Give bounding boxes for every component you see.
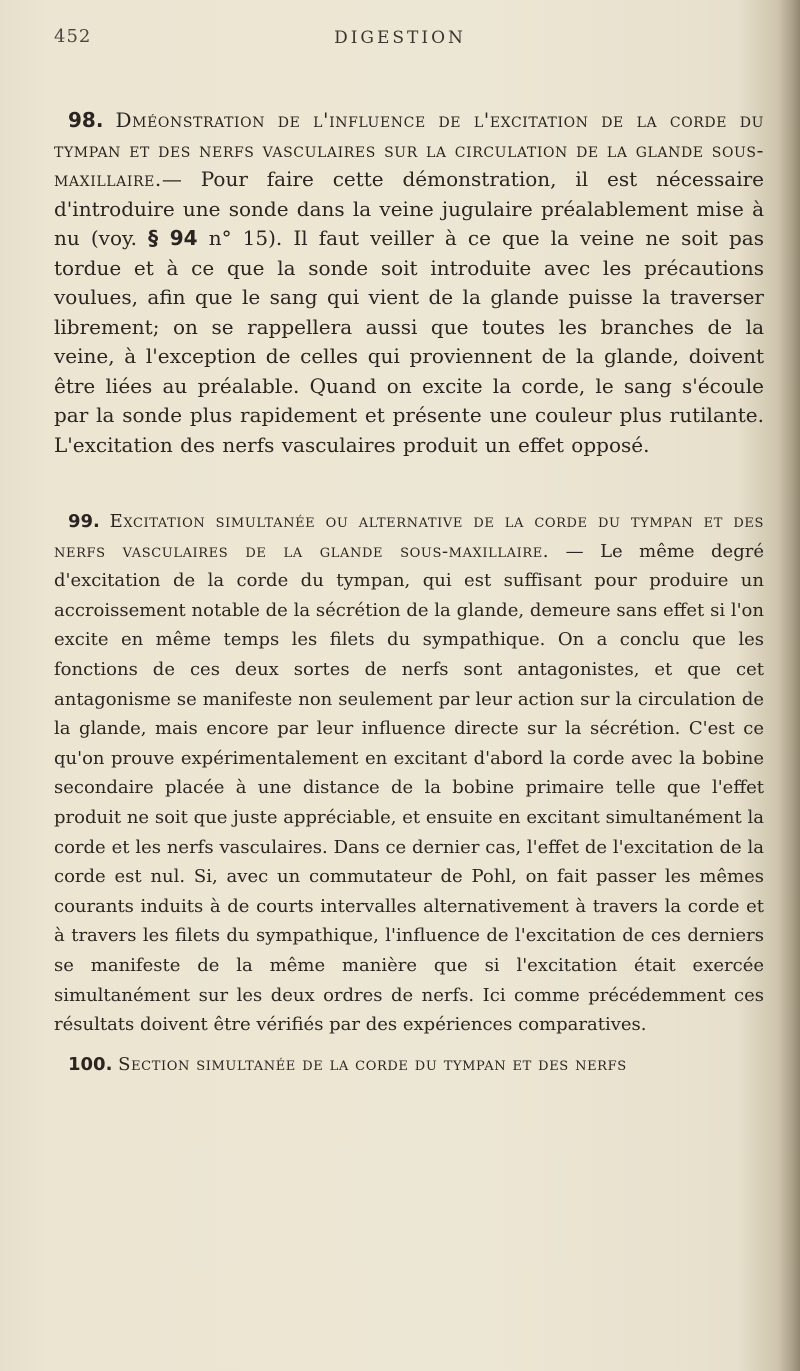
section-98-ref: § 94 — [148, 226, 198, 250]
section-98-body-part2: n° 15). Il faut veiller à ce que la veine ne soit pas tordue et à ce que la sonde soit introduite avec les précautions voulues, afin que le sang qui vient de la glande puisse la traverser librement; on se rappellera aussi que toutes les branches de la veine, à l'exception de celles qui proviennent de la glande, doivent être liées au préalable. Quand on excite la corde, le sang s'écoule par la sonde plus rapidement et présente une couleur plus rutilante. L'excitation des nerfs vasculaires produit un effet opposé. — [54, 226, 764, 457]
section-98-title: Dméonstration de l'influence de l'excitation de la corde du tympan et des nerfs vasculaires sur la circulation de la glande sous-maxillaire. — [54, 108, 764, 191]
section-100-number: 100. — [68, 1054, 113, 1075]
section-98-number: 98. — [68, 108, 104, 132]
page-edge-shadow — [778, 0, 800, 1371]
section-99-paragraph — [54, 507, 764, 1040]
section-99-body: — Le même degré d'excitation de la corde du tympan, qui est suffisant pour produire un accroissement notable de la sécrétion de la glande, demeure sans effet si l'on excite en même temps les filets du sympathique. On a conclu que les fonctions de ces deux sortes de nerfs sont antagonistes, et que cet antagonisme se manifeste non seulement par leur action sur la circulation de la glande, mais encore par leur influence directe sur la sécrétion. C'est ce qu'on prouve expérimentalement en excitant d'abord la corde avec la bobine secondaire placée à une distance de la bobine primaire telle que l'effet produit ne soit que juste appréciable, et ensuite en excitant simultanément la corde et les nerfs vasculaires. Dans ce dernier cas, l'effet de l'excitation de la corde est nul. Si, avec un commutateur de Pohl, on fait passer les mêmes courants induits à de courts intervalles alternativement à travers la corde et à travers les filets du sympathique, l'influence de l'excitation de ces derniers se manifeste de la même manière que si l'excitation était exercée simultanément sur les deux ordres de nerfs. Ici comme précédemment ces résultats doivent être vérifiés par des expériences comparatives. — [54, 540, 764, 1036]
section-100 — [54, 1050, 764, 1079]
page-number: 452 — [54, 26, 92, 47]
running-title: DIGESTION — [334, 28, 466, 48]
section-100-paragraph — [54, 1050, 764, 1079]
section-100-title: Section simultanée de la corde du tympan et des nerfs — [118, 1054, 627, 1075]
section-98-paragraph — [54, 106, 764, 460]
section-98-body-part1: — Pour faire cette démonstration, il est nécessaire d'introduire une sonde dans la veine jugulaire préalablement mise à nu (voy. — [54, 167, 764, 250]
section-98 — [54, 106, 764, 460]
section-99-number: 99. — [68, 511, 100, 532]
section-99-title: Excitation simultanée ou alternative de la corde du tympan et des nerfs vasculaires de la glande sous-maxillaire. — [54, 511, 764, 562]
page-header — [40, 26, 760, 56]
section-99 — [54, 507, 764, 1040]
